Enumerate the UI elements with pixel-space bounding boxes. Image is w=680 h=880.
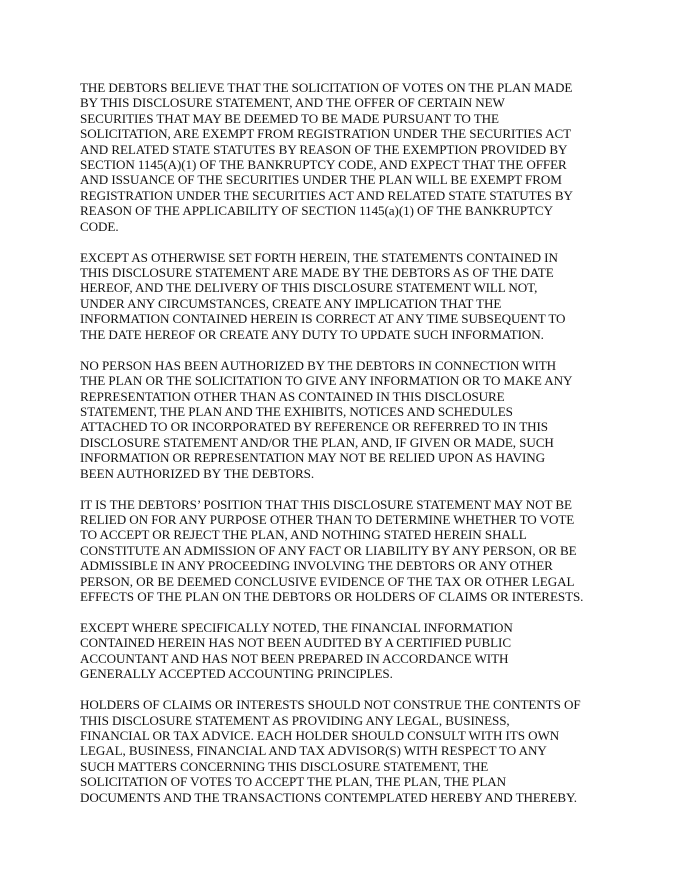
paragraph-statements-as-of-date: EXCEPT AS OTHERWISE SET FORTH HEREIN, THE STATEMENTS CONTAINED IN THIS DISCLOSURE STATEMENT ARE MADE BY THE DEBTORS AS OF THE DATE HEREOF, AND THE DELIVERY OF THIS DISCLOSURE STATEMENT WILL NOT, UNDER ANY CIRCUMSTANCES, CREATE ANY IMPLICATION THAT THE INFORMATION CONTAINED HEREIN IS CORRECT AT ANY TIME SUBSEQUENT TO THE DATE HEREOF OR CREATE ANY DUTY TO UPDATE SUCH INFORMATION. <box>80 249 566 342</box>
paragraph-no-legal-advice: HOLDERS OF CLAIMS OR INTERESTS SHOULD NOT CONSTRUE THE CONTENTS OF THIS DISCLOSURE STATEMENT AS PROVIDING ANY LEGAL, BUSINESS, FINANCIAL OR TAX ADVICE. EACH HOLDER SHOULD CONSULT WITH ITS OWN LEGAL, BUSINESS, FINANCIAL AND TAX ADVISOR(S) WITH RESPECT TO ANY SUCH MATTERS CONCERNING THIS DISCLOSURE STATEMENT, THE SOLICITATION OF VOTES TO ACCEPT THE PLAN, THE PLAN, THE PLAN DOCUMENTS AND THE TRANSACTIONS CONTEMPLATED HEREBY AND THEREBY. <box>80 697 581 805</box>
document-body <box>80 80 604 821</box>
paragraph-no-authorized-person: NO PERSON HAS BEEN AUTHORIZED BY THE DEBTORS IN CONNECTION WITH THE PLAN OR THE SOLICITATION TO GIVE ANY INFORMATION OR TO MAKE ANY REPRESENTATION OTHER THAN AS CONTAINED IN THIS DISCLOSURE STATEMENT, THE PLAN AND THE EXHIBITS, NOTICES AND SCHEDULES ATTACHED TO OR INCORPORATED BY REFERENCE OR REFERRED TO IN THIS DISCLOSURE STATEMENT AND/OR THE PLAN, AND, IF GIVEN OR MADE, SUCH INFORMATION OR REPRESENTATION MAY NOT BE RELIED UPON AS HAVING BEEN AUTHORIZED BY THE DEBTORS. <box>80 357 573 481</box>
paragraph-solicitation-exemption: THE DEBTORS BELIEVE THAT THE SOLICITATION OF VOTES ON THE PLAN MADE BY THIS DISCLOSURE STATEMENT, AND THE OFFER OF CERTAIN NEW SECURITIES THAT MAY BE DEEMED TO BE MADE PURSUANT TO THE SOLICITATION, ARE EXEMPT FROM REGISTRATION UNDER THE SECURITIES ACT AND RELATED STATE STATUTES BY REASON OF THE EXEMPTION PROVIDED BY SECTION 1145(A)(1) OF THE BANKRUPTCY CODE, AND EXPECT THAT THE OFFER AND ISSUANCE OF THE SECURITIES UNDER THE PLAN WILL BE EXEMPT FROM REGISTRATION UNDER THE SECURITIES ACT AND RELATED STATE STATUTES BY REASON OF THE APPLICABILITY OF SECTION 1145(a)(1) OF THE BANKRUPTCY CODE. <box>80 80 573 234</box>
paragraph-debtors-position: IT IS THE DEBTORS’ POSITION THAT THIS DISCLOSURE STATEMENT MAY NOT BE RELIED ON FOR ANY PURPOSE OTHER THAN TO DETERMINE WHETHER TO VOTE TO ACCEPT OR REJECT THE PLAN, AND NOTHING STATED HEREIN SHALL CONSTITUTE AN ADMISSION OF ANY FACT OR LIABILITY BY ANY PERSON, OR BE ADMISSIBLE IN ANY PROCEEDING INVOLVING THE DEBTORS OR ANY OTHER PERSON, OR BE DEEMED CONCLUSIVE EVIDENCE OF THE TAX OR OTHER LEGAL EFFECTS OF THE PLAN ON THE DEBTORS OR HOLDERS OF CLAIMS OR INTERESTS. <box>80 496 584 604</box>
paragraph-financial-information: EXCEPT WHERE SPECIFICALLY NOTED, THE FINANCIAL INFORMATION CONTAINED HEREIN HAS NOT BEEN AUDITED BY A CERTIFIED PUBLIC ACCOUNTANT AND HAS NOT BEEN PREPARED IN ACCORDANCE WITH GENERALLY ACCEPTED ACCOUNTING PRINCIPLES. <box>80 619 513 682</box>
